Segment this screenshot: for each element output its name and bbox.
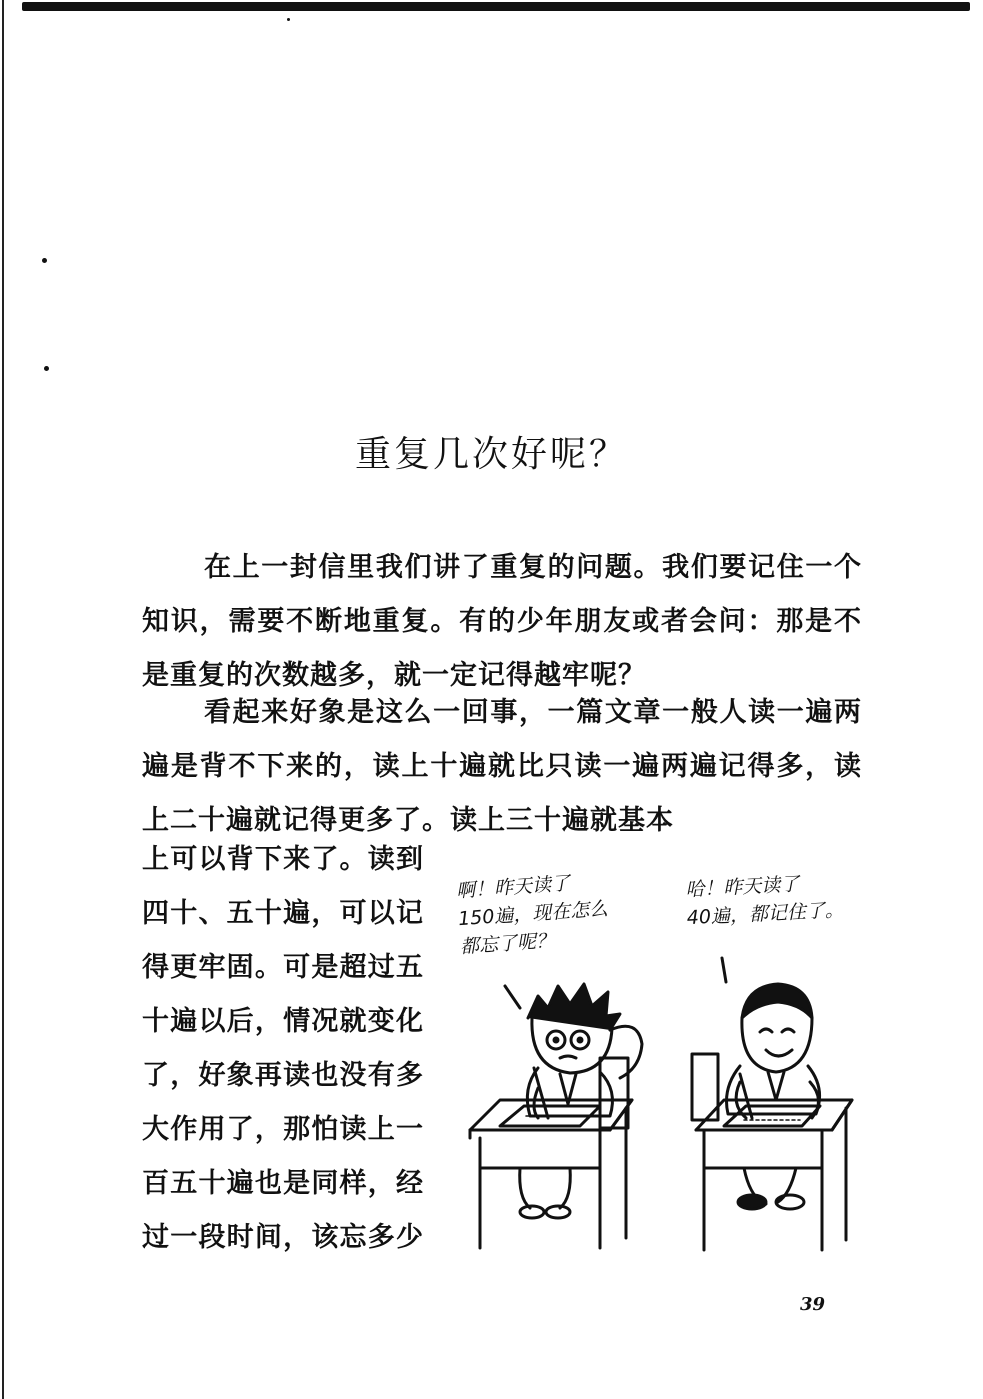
right-student-figure <box>692 984 852 1250</box>
scan-speck <box>42 258 47 263</box>
scan-speck <box>44 366 49 371</box>
speech-bubble-right: 哈！昨天读了 40遍，都记住了。 <box>684 873 845 930</box>
top-border-rule <box>22 2 970 11</box>
page-title: 重复几次好呢？ <box>354 434 628 476</box>
page-number: 39 <box>800 1294 826 1315</box>
speech-bubble-left: 啊！昨天读了 150遍，现在怎么 都忘了呢？ <box>455 872 609 959</box>
left-student-figure <box>470 984 642 1248</box>
page-left-edge <box>2 0 4 1399</box>
paragraph-2: 看起来好象是这么一回事，一篇文章一般人读一遍两遍是背不下来的，读上十遍就比只读一遍两遍记得多，读上二十遍就记得更多了。读上三十遍就基本 <box>142 697 862 836</box>
paragraph-2-continued: 上可以背下来了。读到四十、五十遍，可以记得更牢固。可是超过五十遍以后，情况就变化了，好象再读也没有多大作用了，那怕读上一百五十遍也是同样，经过一段时间，该忘多少 <box>142 844 424 1253</box>
scan-speck <box>287 18 290 21</box>
paragraph-1: 在上一封信里我们讲了重复的问题。我们要记住一个知识，需要不断地重复。有的少年朋友或者会问：那是不是重复的次数越多，就一定记得越牢呢？ <box>142 552 862 691</box>
